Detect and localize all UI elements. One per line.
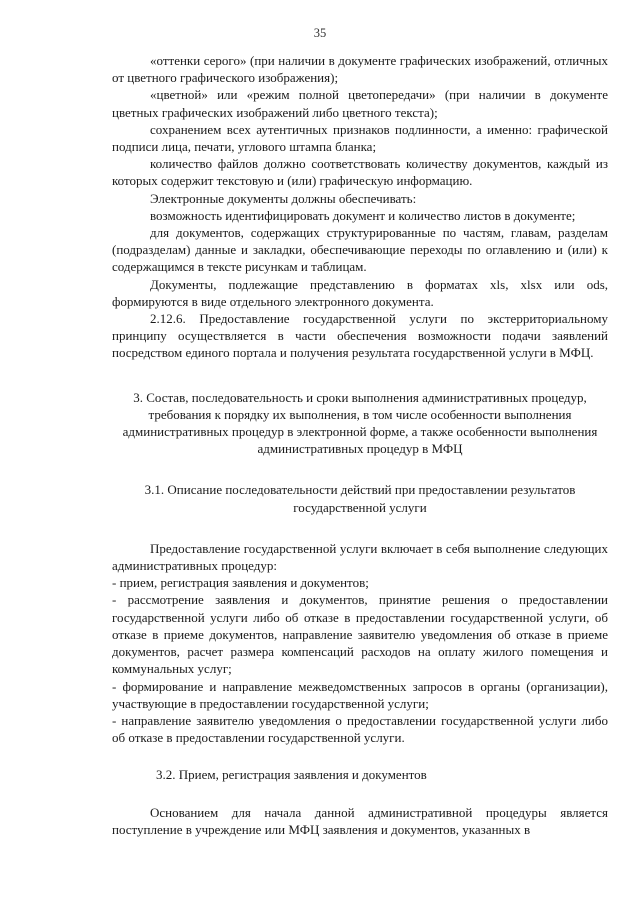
paragraph-2-12-6: 2.12.6. Предоставление государственной услуги по экстерриториальному принципу осуществляется в части обеспечения возможности подачи заявлений посредством единого портала и получения результата государственной услуги в МФЦ. [112,311,608,361]
section-heading-3: 3. Состав, последовательность и сроки выполнения административных процедур, требования к порядку их выполнения, в том числе особенности выполнения административных процедур в электронной форме, а также особенности выполнения административных процедур в МФЦ [122,389,598,457]
section-heading-3-1: 3.1. Описание последовательности действий при предоставлении результатов государственной услуги [144,482,576,515]
document-body [112,52,608,838]
paragraph-formats: Документы, подлежащие представлению в форматах xls, xlsx или ods, формируются в виде отдельного электронного документа. [112,276,608,309]
paragraph-file-count: количество файлов должно соответствовать количеству документов, каждый из которых содержит текстовую и (или) графическую информацию. [112,156,608,189]
paragraph-color: «цветной» или «режим полной цветопередачи» (при наличии в документе цветных графических изображений либо цветного текста); [112,87,608,120]
paragraph-structured: для документов, содержащих структурированные по частям, главам, разделам (подразделам) данные и закладки, обеспечивающие переходы по оглавлению и (или) к содержащимся в тексте рисункам и таблицам. [112,225,608,275]
page-number: 35 [313,26,327,40]
paragraph-edocs-requirements: Электронные документы должны обеспечивать: [150,190,417,206]
section-heading-3-2: 3.2. Прием, регистрация заявления и документов [156,767,427,783]
procedure-item: - прием, регистрация заявления и документов; [112,575,369,591]
paragraph-identify: возможность идентифицировать документ и количество листов в документе; [150,207,576,223]
procedure-item: - направление заявителю уведомления о предоставлении государственной услуги либо об отказе в предоставлении государственной услуги. [112,712,608,746]
paragraph-grayscale: «оттенки серого» (при наличии в документе графических изображений, отличных от цветного графического изображения); [112,53,608,86]
paragraph-intro-3-1: Предоставление государственной услуги включает в себя выполнение следующих административных процедур: [112,540,608,574]
paragraph-bottom: Основанием для начала данной административной процедуры является поступление в учреждение или МФЦ заявления и документов, указанных в [112,804,608,837]
procedure-item: - формирование и направление межведомственных запросов в органы (организации), участвующие в предоставлении государственной услуги; [112,678,608,711]
procedure-item: - рассмотрение заявления и документов, принятие решения о предоставлении государственной услуги либо об отказе в предоставлении государственной услуги, об отказе в приеме документов, направление заявителю уведомления об отказе в приеме документов, расчет размера компенсаций расходов на оплату жилого помещения и коммунальных услуг; [112,592,608,677]
paragraph-authenticity: сохранением всех аутентичных признаков подлинности, а именно: графической подписи лица, печати, углового штампа бланка; [112,121,608,155]
